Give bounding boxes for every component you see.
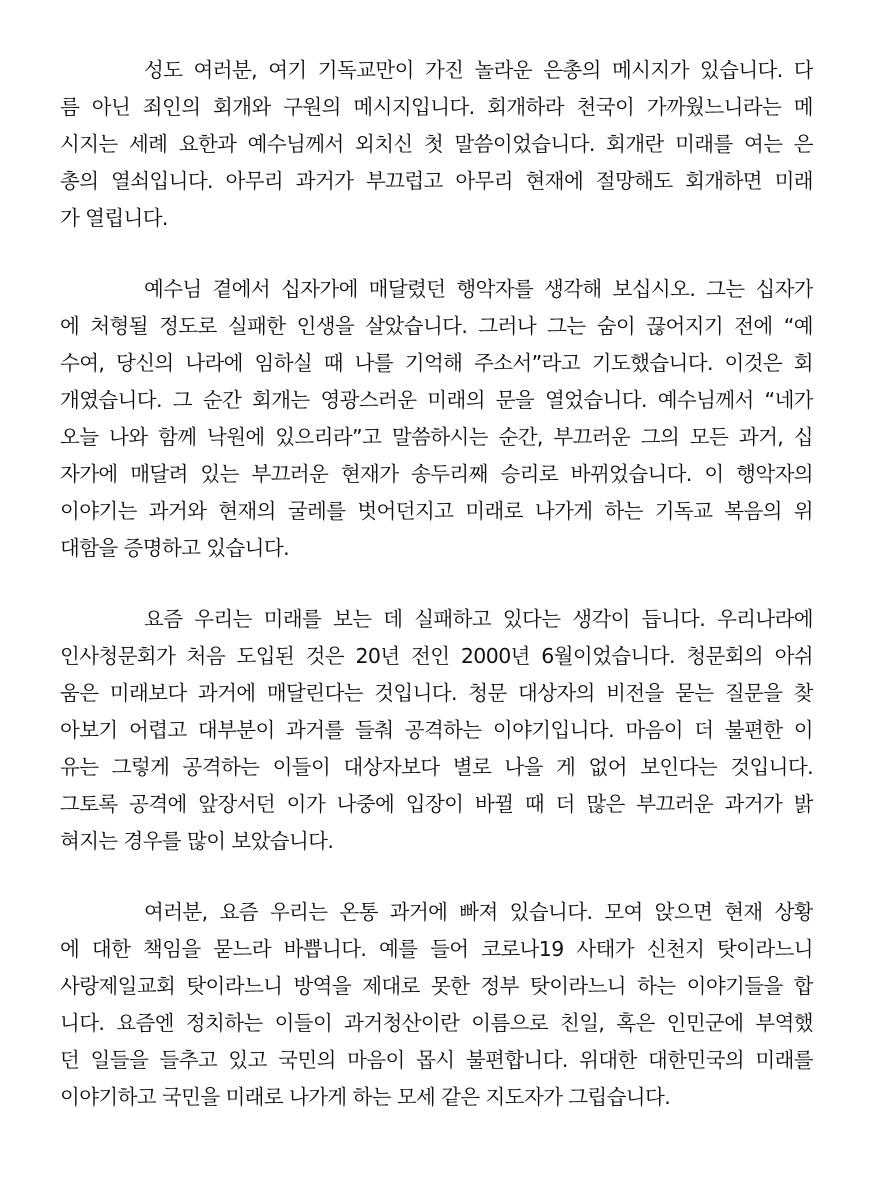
text-line: 시지는 세례 요한과 예수님께서 외치신 첫 말씀이었습니다. 회개란 미래를 여는 은 [60, 132, 813, 156]
text-line: 사랑제일교회 탓이라느니 방역을 제대로 못한 정부 탓이라느니 하는 이야기들을 합 [60, 974, 813, 998]
text-line: 성도 여러분, 여기 기독교만이 가진 놀라운 은총의 메시지가 있습니다. 다 [144, 58, 813, 82]
text-line: 대함을 증명하고 있습니다. [60, 536, 289, 560]
text-line: 수여, 당신의 나라에 임하실 때 나를 기억해 주소서”라고 기도했습니다. 이것은 회 [60, 351, 813, 375]
text-line: 에 처형될 정도로 실패한 인생을 살았습니다. 그러나 그는 숨이 끊어지기 전에 “예 [60, 314, 813, 338]
text-line: 름 아닌 죄인의 회개와 구원의 메시지입니다. 회개하라 천국이 가까웠느니라는 메 [60, 95, 813, 119]
text-line: 가 열립니다. [60, 206, 168, 230]
text-line: 오늘 나와 함께 낙원에 있으리라”고 말씀하시는 순간, 부끄러운 그의 모든 과거, 십 [60, 425, 813, 449]
text-line: 예수님 곁에서 십자가에 매달렸던 행악자를 생각해 보십시오. 그는 십자가 [144, 277, 813, 301]
text-line: 이야기하고 국민을 미래로 나가게 하는 모세 같은 지도자가 그립습니다. [60, 1085, 671, 1109]
text-line: 그토록 공격에 앞장서던 이가 나중에 입장이 바뀔 때 더 많은 부끄러운 과거가 밝 [60, 792, 813, 816]
text-line: 던 일들을 들추고 있고 국민의 마음이 몹시 불편합니다. 위대한 대한민국의 미래를 [60, 1048, 813, 1072]
text-line: 유는 그렇게 공격하는 이들이 대상자보다 별로 나을 게 없어 보인다는 것입니다. [60, 755, 813, 779]
paragraph-gap [60, 860, 813, 894]
text-line: 총의 열쇠입니다. 아무리 과거가 부끄럽고 아무리 현재에 절망해도 회개하면 미래 [60, 169, 813, 193]
text-line: 아보기 어렵고 대부분이 과거를 들춰 공격하는 이야기입니다. 마음이 더 불편한 이 [60, 718, 813, 742]
text-line: 자가에 매달려 있는 부끄러운 현재가 송두리째 승리로 바뀌었습니다. 이 행악자의 [60, 462, 813, 486]
text-line: 요즘 우리는 미래를 보는 데 실패하고 있다는 생각이 듭니다. 우리나라에 [144, 607, 813, 631]
text-line: 움은 미래보다 과거에 매달린다는 것입니다. 청문 대상자의 비전을 묻는 질문을 찾 [60, 681, 813, 705]
text-line: 니다. 요즘엔 정치하는 이들이 과거청산이란 이름으로 친일, 혹은 인민군에 부역했 [60, 1011, 813, 1035]
text-line: 혀지는 경우를 많이 보았습니다. [60, 829, 334, 853]
text-line: 에 대한 책임을 묻느라 바쁩니다. 예를 들어 코로나19 사태가 신천지 탓이라느니 [60, 937, 813, 961]
text-line: 이야기는 과거와 현재의 굴레를 벗어던지고 미래로 나가게 하는 기독교 복음의 위 [60, 499, 813, 523]
paragraph-gap [60, 567, 813, 601]
text-line: 인사청문회가 처음 도입된 것은 20년 전인 2000년 6월이었습니다. 청문회의 아쉬 [60, 644, 813, 668]
text-line: 여러분, 요즘 우리는 온통 과거에 빠져 있습니다. 모여 앉으면 현재 상황 [144, 900, 813, 924]
document-body [60, 52, 813, 1116]
text-line: 개였습니다. 그 순간 회개는 영광스러운 미래의 문을 열었습니다. 예수님께서 “네가 [60, 388, 813, 412]
paragraph-gap [60, 237, 813, 271]
